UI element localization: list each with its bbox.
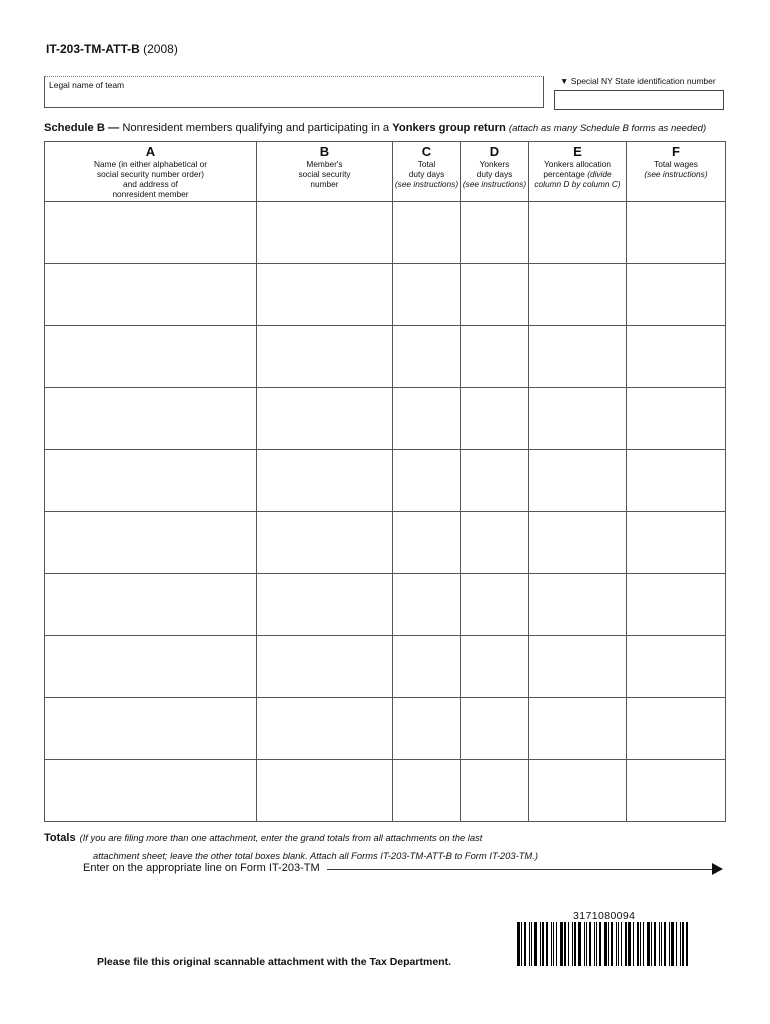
- barcode-bar: [560, 922, 563, 966]
- entry-cell-e[interactable]: [529, 698, 627, 760]
- entry-cell-f[interactable]: [627, 326, 726, 388]
- barcode-bar: [596, 922, 597, 966]
- entry-cell-a[interactable]: [45, 326, 257, 388]
- entry-cell-f[interactable]: [627, 512, 726, 574]
- table-row: [45, 636, 726, 698]
- table-row: [45, 450, 726, 512]
- entry-cell-a[interactable]: [45, 512, 257, 574]
- entry-cell-c[interactable]: [393, 574, 461, 636]
- table-row: [45, 264, 726, 326]
- schedule-title: Schedule B — Nonresident members qualifying and participating in a Yonkers group return (attach as many Schedule B forms as needed): [44, 122, 707, 134]
- table-row: [45, 202, 726, 264]
- barcode-bar: [584, 922, 585, 966]
- entry-cell-b[interactable]: [257, 326, 393, 388]
- entry-cell-b[interactable]: [257, 760, 393, 822]
- barcode-bar: [540, 922, 541, 966]
- entry-cell-a[interactable]: [45, 388, 257, 450]
- barcode-bar: [625, 922, 627, 966]
- entry-cell-a[interactable]: [45, 636, 257, 698]
- entry-cell-e[interactable]: [529, 388, 627, 450]
- barcode-bar: [637, 922, 639, 966]
- barcode-bar: [686, 922, 688, 966]
- table-row: [45, 698, 726, 760]
- table-row: [45, 512, 726, 574]
- column-header-b: B Member's social security number: [257, 142, 393, 202]
- entry-cell-e[interactable]: [529, 326, 627, 388]
- entry-cell-f[interactable]: [627, 388, 726, 450]
- entry-cell-a[interactable]: [45, 574, 257, 636]
- entry-cell-d[interactable]: [461, 512, 529, 574]
- entry-cell-d[interactable]: [461, 636, 529, 698]
- barcode-bar: [628, 922, 631, 966]
- column-header-a: A Name (in either alphabetical or social security number order) and address of nonresident member: [45, 142, 257, 202]
- table-row: [45, 760, 726, 822]
- barcode-bar: [589, 922, 591, 966]
- leader-line: [327, 869, 712, 870]
- barcode-bar: [661, 922, 662, 966]
- schedule-b-table: [44, 141, 726, 822]
- barcode-bar: [621, 922, 622, 966]
- barcode-bar: [682, 922, 684, 966]
- entry-cell-c[interactable]: [393, 202, 461, 264]
- entry-cell-f[interactable]: [627, 202, 726, 264]
- barcode-bar: [553, 922, 554, 966]
- entry-cell-d[interactable]: [461, 264, 529, 326]
- entry-cell-c[interactable]: [393, 698, 461, 760]
- enter-instruction: Enter on the appropriate line on Form IT-203-TM: [83, 862, 320, 874]
- barcode-bar: [534, 922, 537, 966]
- entry-cell-b[interactable]: [257, 202, 393, 264]
- column-header-f: F Total wages (see instructions): [627, 142, 726, 202]
- entry-cell-b[interactable]: [257, 698, 393, 760]
- barcode-bar: [568, 922, 569, 966]
- entry-cell-e[interactable]: [529, 450, 627, 512]
- barcode-bar: [574, 922, 576, 966]
- entry-cell-e[interactable]: [529, 574, 627, 636]
- barcode-bar: [546, 922, 548, 966]
- barcode-bar: [529, 922, 530, 966]
- barcode-bar: [594, 922, 595, 966]
- entry-cell-c[interactable]: [393, 326, 461, 388]
- entry-cell-f[interactable]: [627, 636, 726, 698]
- legal-name-label: Legal name of team: [49, 80, 125, 90]
- barcode-bar: [654, 922, 656, 966]
- barcode-bar: [640, 922, 641, 966]
- entry-cell-c[interactable]: [393, 450, 461, 512]
- entry-cell-e[interactable]: [529, 512, 627, 574]
- barcode-bar: [551, 922, 552, 966]
- entry-cell-a[interactable]: [45, 698, 257, 760]
- barcode-bar: [676, 922, 677, 966]
- entry-cell-a[interactable]: [45, 202, 257, 264]
- entry-cell-f[interactable]: [627, 450, 726, 512]
- barcode-bar: [578, 922, 581, 966]
- entry-cell-d[interactable]: [461, 574, 529, 636]
- entry-cell-f[interactable]: [627, 698, 726, 760]
- special-id-label: ▼ Special NY State identification number: [560, 76, 716, 86]
- entry-cell-c[interactable]: [393, 636, 461, 698]
- barcode-bar: [647, 922, 650, 966]
- barcode-bar: [604, 922, 607, 966]
- entry-cell-d[interactable]: [461, 450, 529, 512]
- entry-cell-a[interactable]: [45, 264, 257, 326]
- entry-cell-c[interactable]: [393, 512, 461, 574]
- barcode-bar: [599, 922, 601, 966]
- barcode-bar: [633, 922, 634, 966]
- entry-cell-c[interactable]: [393, 760, 461, 822]
- barcode-bar: [586, 922, 587, 966]
- barcode-bar: [611, 922, 613, 966]
- entry-cell-b[interactable]: [257, 450, 393, 512]
- barcode-bar: [659, 922, 660, 966]
- barcode-bar: [556, 922, 557, 966]
- barcode-bar: [517, 922, 520, 966]
- down-triangle-icon: ▼: [560, 76, 569, 86]
- entry-cell-e[interactable]: [529, 202, 627, 264]
- barcode-bar: [671, 922, 674, 966]
- file-note: Please file this original scannable attachment with the Tax Department.: [97, 956, 451, 968]
- entry-cell-b[interactable]: [257, 264, 393, 326]
- entry-cell-d[interactable]: [461, 698, 529, 760]
- table-row: [45, 574, 726, 636]
- entry-cell-d[interactable]: [461, 388, 529, 450]
- entry-cell-b[interactable]: [257, 512, 393, 574]
- column-header-e: E Yonkers allocation percentage (divide column D by column C): [529, 142, 627, 202]
- entry-cell-f[interactable]: [627, 760, 726, 822]
- entry-cell-b[interactable]: [257, 574, 393, 636]
- barcode-bar: [531, 922, 532, 966]
- barcode-bar: [618, 922, 619, 966]
- entry-cell-e[interactable]: [529, 760, 627, 822]
- form-id: [46, 42, 178, 56]
- table-row: [45, 388, 726, 450]
- entry-cell-b[interactable]: [257, 636, 393, 698]
- special-id-field[interactable]: [554, 90, 724, 110]
- totals-note: Totals (If you are filing more than one attachment, enter the grand totals from all attachments on the last attachment sheet; leave the other total boxes blank. Attach all Forms IT-203-TM-ATT-B to Form IT-203-TM.): [44, 832, 538, 861]
- table-row: [45, 326, 726, 388]
- entry-cell-b[interactable]: [257, 388, 393, 450]
- arrow-right-icon: [712, 863, 723, 875]
- column-header-d: D Yonkers duty days (see instructions): [461, 142, 529, 202]
- barcode-bar: [680, 922, 681, 966]
- barcode: [517, 922, 711, 966]
- barcode-bar: [542, 922, 544, 966]
- entry-cell-f[interactable]: [627, 574, 726, 636]
- entry-cell-e[interactable]: [529, 264, 627, 326]
- entry-cell-c[interactable]: [393, 264, 461, 326]
- barcode-bar: [669, 922, 670, 966]
- barcode-bar: [564, 922, 566, 966]
- entry-cell-d[interactable]: [461, 760, 529, 822]
- barcode-bar: [651, 922, 652, 966]
- entry-cell-e[interactable]: [529, 636, 627, 698]
- entry-cell-d[interactable]: [461, 202, 529, 264]
- barcode-bar: [643, 922, 644, 966]
- barcode-bar: [521, 922, 522, 966]
- barcode-bar: [608, 922, 609, 966]
- entry-cell-a[interactable]: [45, 760, 257, 822]
- form-number: IT-203-TM-ATT-B: [46, 42, 140, 56]
- form-year: (2008): [143, 42, 178, 56]
- barcode-number: 3171080094: [573, 910, 636, 922]
- barcode-bar: [524, 922, 526, 966]
- column-header-c: C Total duty days (see instructions): [393, 142, 461, 202]
- entry-cell-f[interactable]: [627, 264, 726, 326]
- entry-cell-c[interactable]: [393, 388, 461, 450]
- barcode-bar: [616, 922, 617, 966]
- entry-cell-d[interactable]: [461, 326, 529, 388]
- table-header-row: [45, 142, 726, 202]
- barcode-bar: [572, 922, 573, 966]
- entry-cell-a[interactable]: [45, 450, 257, 512]
- barcode-bar: [664, 922, 666, 966]
